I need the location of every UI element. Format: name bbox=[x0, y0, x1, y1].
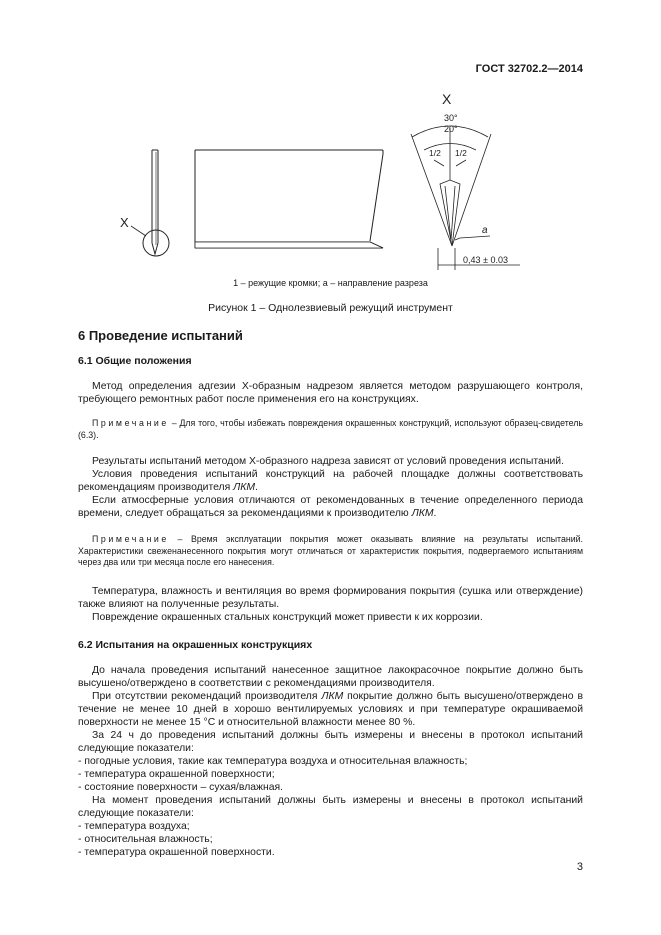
paragraph: Условия проведения испытаний конструкций на рабочей площадке должны соответствовать рекомендациям производителя ЛКМ. bbox=[78, 469, 583, 493]
note: Примечание – Для того, чтобы избежать повреждения окрашенных конструкций, используют образец-свидетель (6.3). bbox=[78, 418, 583, 440]
note-label: Примечание bbox=[92, 534, 169, 544]
blade-edge-fill bbox=[195, 242, 383, 248]
list-item: - относительная влажность; bbox=[78, 833, 213, 845]
knife-side-view bbox=[131, 150, 169, 256]
section-6-title: 6 Проведение испытаний bbox=[78, 328, 243, 343]
label-x-left: X bbox=[120, 215, 129, 230]
label-x-right: X bbox=[442, 91, 452, 107]
half-left-label: 1/2 bbox=[429, 148, 441, 158]
figure-legend: 1 – режущие кромки; а – направление разреза bbox=[233, 278, 428, 288]
label-a: a bbox=[482, 225, 488, 236]
list-item: - температура воздуха; bbox=[78, 820, 190, 832]
figure-caption: Рисунок 1 – Однолезвиевый режущий инструмент bbox=[208, 302, 453, 314]
blade-shape bbox=[195, 150, 383, 248]
paragraph: За 24 ч до проведения испытаний должны быть измерены и внесены в протокол испытаний следующие показатели: bbox=[78, 729, 583, 754]
section-6-2-title: 6.2 Испытания на окрашенных конструкциях bbox=[78, 638, 313, 651]
list-item: - температура окрашенной поверхности; bbox=[78, 768, 275, 780]
list-item: - температура окрашенной поверхности. bbox=[78, 846, 275, 858]
note: Примечание – Время эксплуатации покрытия может оказывать влияние на результаты испытаний. Характеристики свеженанесенного покрытия могут отличаться от характеристик покрытия, подвергаемого испытаниям через два или три месяца после его нанесения. bbox=[78, 534, 583, 567]
dimension-label: 0,43 ± 0.03 bbox=[463, 255, 508, 265]
note-label: Примечание bbox=[92, 418, 169, 428]
document-code: ГОСТ 32702.2—2014 bbox=[475, 63, 583, 75]
section-6-1-title: 6.1 Общие положения bbox=[78, 355, 192, 367]
paragraph: Метод определения адгезии Х-образным надрезом является методом разрушающего контроля, требующего ремонтных работ после применения его на конструкциях. bbox=[78, 381, 583, 405]
paragraph: До начала проведения испытаний нанесенное защитное лакокрасочное покрытие должно быть высушено/отверждено в соответствии с рекомендациями производителя. bbox=[78, 664, 583, 689]
paragraph: Результаты испытаний методом Х-образного надреза зависят от условий проведения испытаний. bbox=[92, 456, 564, 467]
paragraph: При отсутствии рекомендаций производителя ЛКМ покрытие должно быть высушено/отверждено в течение не менее 10 дней в хорошо вентилируемых условиях и при температуре окрашиваемой поверхности не менее 15 °С и относительной влажности менее 80 %. bbox=[78, 690, 583, 728]
paragraph: Температура, влажность и вентиляция во время формирования покрытия (сушка или отверждение) также влияют на полученные результаты. bbox=[78, 585, 583, 610]
figure-cutting-tool bbox=[0, 0, 661, 320]
list-item: - состояние поверхности – сухая/влажная. bbox=[78, 781, 284, 793]
angle-30-label: 30° bbox=[444, 113, 458, 123]
paragraph: Если атмосферные условия отличаются от рекомендованных в течение определенного периода времени, следует обращаться за рекомендациями к производителю ЛКМ. bbox=[78, 495, 583, 519]
paragraph: Повреждение окрашенных стальных конструкций может привести к их коррозии. bbox=[92, 611, 483, 623]
paragraph: На момент проведения испытаний должны быть измерены и внесены в протокол испытаний следующие показатели: bbox=[78, 794, 583, 819]
angle-20-label: 20° bbox=[444, 124, 458, 134]
half-right-label: 1/2 bbox=[455, 148, 467, 158]
list-item: - погодные условия, такие как температура воздуха и относительная влажность; bbox=[78, 755, 468, 767]
main-text bbox=[78, 326, 583, 859]
page-number: 3 bbox=[576, 861, 583, 873]
